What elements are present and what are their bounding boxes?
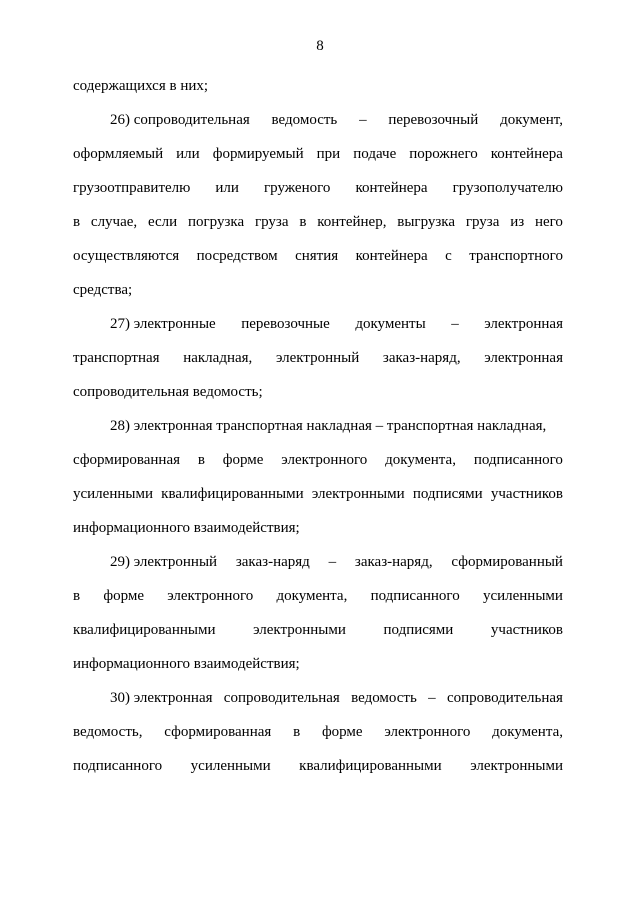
line-word: 28) электронная транспортная накладная – транспортная накладная, <box>110 418 547 434</box>
line-word: 30) электронная <box>110 690 213 706</box>
text-line <box>73 311 563 345</box>
line-word: сформированная <box>164 724 272 740</box>
text-line <box>73 583 563 617</box>
line-word: подписанного <box>473 452 563 468</box>
line-word: перевозочные <box>241 316 330 332</box>
line-word: погрузка <box>188 214 245 230</box>
text-line <box>73 515 563 549</box>
text-line <box>73 447 563 481</box>
line-word: сопроводительная <box>446 690 563 706</box>
line-word: форме <box>103 588 144 604</box>
line-word: или <box>215 180 239 196</box>
line-word: электронная <box>484 316 563 332</box>
line-word: квалифицированными <box>73 622 216 638</box>
line-word: контейнера <box>355 248 428 264</box>
text-line <box>73 345 563 379</box>
line-word: квалифицированными <box>299 758 442 774</box>
line-word: в <box>299 214 307 230</box>
line-word: формируемый <box>212 146 304 162</box>
line-word: транспортная <box>73 350 160 366</box>
line-word: – <box>451 316 459 332</box>
line-text: содержащихся в них; <box>73 78 209 94</box>
line-text: средства; <box>73 282 133 298</box>
text-line <box>73 209 563 243</box>
line-word: – <box>359 112 367 128</box>
line-word: контейнера <box>355 180 428 196</box>
page-number: 8 <box>316 38 324 54</box>
line-word: грузополучателю <box>452 180 563 196</box>
line-word: подписанного <box>73 758 163 774</box>
line-word: подписями <box>383 622 454 638</box>
text-line <box>73 753 563 787</box>
line-word: усиленными <box>482 588 563 604</box>
line-word: участников <box>490 486 563 502</box>
line-word: осуществляются <box>73 248 180 264</box>
line-word: электронного <box>384 724 471 740</box>
line-word: усиленными <box>73 486 153 502</box>
text-line <box>73 277 563 311</box>
line-word: в <box>73 588 81 604</box>
text-line <box>73 141 563 175</box>
line-word: или <box>176 146 200 162</box>
line-word: – <box>428 690 436 706</box>
line-word: груза <box>254 214 289 230</box>
line-word: электронного <box>167 588 254 604</box>
line-word: электронного <box>281 452 368 468</box>
text-line <box>73 685 563 719</box>
text-line <box>73 175 563 209</box>
line-word: подписанного <box>370 588 460 604</box>
line-word: из <box>510 214 525 230</box>
text-line <box>73 651 563 685</box>
line-word: него <box>534 214 563 230</box>
line-word: случае, <box>90 214 138 230</box>
line-word: подписями <box>412 486 483 502</box>
line-word: документа, <box>276 588 348 604</box>
line-word: заказ-наряд, <box>354 554 433 570</box>
text-line <box>73 413 563 447</box>
text-line <box>73 617 563 651</box>
line-word: груза <box>465 214 500 230</box>
line-word: накладная, <box>183 350 253 366</box>
line-word: заказ-наряд <box>235 554 310 570</box>
line-word: снятия <box>295 248 339 264</box>
line-word: порожнего <box>409 146 478 162</box>
line-text: информационного взаимодействия; <box>73 520 300 536</box>
line-word: если <box>147 214 178 230</box>
line-word: документа, <box>492 724 563 740</box>
line-text: сопроводительная ведомость; <box>73 384 263 400</box>
line-word: электронная <box>484 350 563 366</box>
text-line <box>73 719 563 753</box>
line-word: электронный <box>275 350 360 366</box>
line-word: перевозочный <box>388 112 479 128</box>
line-word: – <box>328 554 337 570</box>
text-line <box>73 379 563 413</box>
line-word: квалифицированными <box>161 486 304 502</box>
line-word: груженого <box>264 180 331 196</box>
line-word: электронными <box>311 486 405 502</box>
line-word: с <box>445 248 452 264</box>
line-word: 26) сопроводительная <box>110 112 250 128</box>
line-word: контейнер, <box>317 214 387 230</box>
line-word: форме <box>222 452 264 468</box>
text-line <box>73 243 563 277</box>
line-word: сформированная <box>73 452 181 468</box>
line-word: контейнера <box>490 146 563 162</box>
document-body <box>73 73 563 787</box>
line-word: заказ-наряд, <box>382 350 461 366</box>
line-word: документ, <box>500 112 563 128</box>
line-word: при <box>316 146 341 162</box>
line-word: 29) электронный <box>110 554 218 570</box>
line-word: в <box>197 452 205 468</box>
text-line <box>73 549 563 583</box>
line-word: ведомость <box>351 690 417 706</box>
line-word: документа, <box>385 452 456 468</box>
line-word: выгрузка <box>397 214 456 230</box>
line-text: информационного взаимодействия; <box>73 656 300 672</box>
line-word: в <box>293 724 301 740</box>
line-word: документы <box>355 316 426 332</box>
line-word: посредством <box>196 248 278 264</box>
line-word: транспортного <box>469 248 563 264</box>
text-line <box>73 73 563 107</box>
line-word: электронными <box>253 622 346 638</box>
line-word: форме <box>321 724 363 740</box>
line-word: в <box>73 214 81 230</box>
text-line <box>73 481 563 515</box>
line-word: ведомость, <box>73 724 143 740</box>
line-word: усиленными <box>190 758 271 774</box>
line-word: 27) электронные <box>110 316 216 332</box>
line-word: участников <box>490 622 563 638</box>
line-word: электронными <box>470 758 563 774</box>
line-word: грузоотправителю <box>73 180 191 196</box>
line-word: сформированный <box>451 554 563 570</box>
line-word: подаче <box>353 146 397 162</box>
text-line <box>73 107 563 141</box>
line-word: ведомость <box>271 112 338 128</box>
line-word: сопроводительная <box>223 690 340 706</box>
line-word: оформляемый <box>73 146 164 162</box>
